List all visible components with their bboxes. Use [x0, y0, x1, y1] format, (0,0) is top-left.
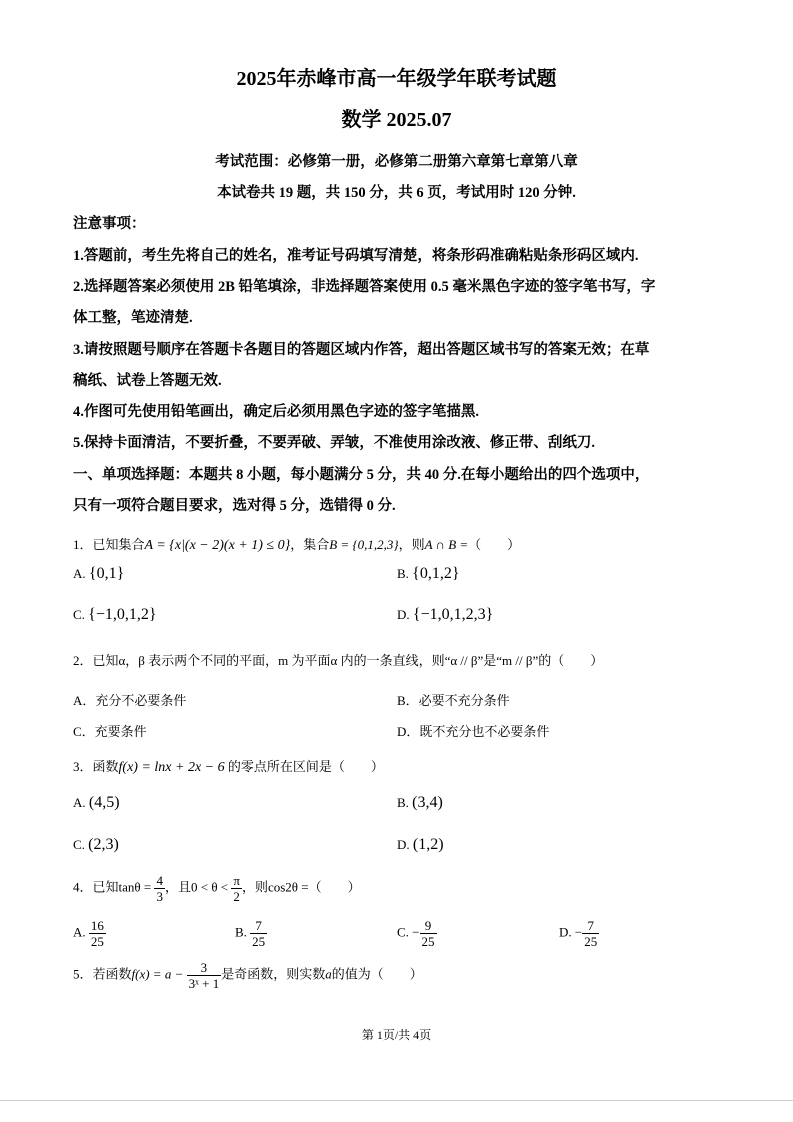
option-label: B. — [397, 566, 409, 581]
option-label: D. — [397, 837, 410, 852]
option-value: (1,2) — [412, 836, 444, 853]
option-label: A. — [73, 795, 86, 810]
option-label: B. — [397, 795, 409, 810]
fraction-denominator: 3ˣ + 1 — [188, 976, 220, 991]
option-value: {0,1} — [88, 565, 125, 582]
question-5-stem — [73, 960, 423, 991]
q1-expression: A ∩ B = — [424, 537, 469, 552]
question-1-stem — [73, 534, 520, 554]
option-label: C. — [73, 607, 85, 622]
q5-text: 5．若函数 — [73, 966, 132, 982]
question-2-stem: 2．已知α，β 表示两个不同的平面，m 为平面α 内的一条直线，则“α // β”是“m // β”的（ ） — [73, 653, 604, 668]
q4-bracket: （ ） — [308, 879, 361, 895]
exam-info: 本试卷共 19 题，共 150 分，共 6 页，考试用时 120 分钟. — [217, 185, 576, 201]
option-value: (2,3) — [88, 836, 119, 853]
q4-condition: 0 < θ < — [190, 879, 229, 895]
option-label: D. — [397, 607, 410, 622]
fraction-denominator: 25 — [584, 934, 598, 949]
q1-text: ，则 — [398, 537, 425, 552]
option-fraction — [89, 918, 106, 949]
fraction-denominator: 2 — [233, 889, 240, 904]
q1-option-d — [397, 606, 493, 624]
q1-set-a: A = {x|(x − 2)(x + 1) ≤ 0} — [144, 538, 291, 553]
q3-option-b — [397, 794, 443, 812]
q4-tan-fraction — [154, 873, 165, 904]
exam-title: 2025年赤峰市高一年级学年联考试题 — [236, 68, 557, 90]
option-label: C. — [73, 837, 85, 852]
notice-heading: 注意事项： — [73, 216, 146, 232]
option-label: C. — [397, 924, 409, 940]
notice-item: 2.选择题答案必须使用 2B 铅笔填涂，非选择题答案使用 0.5 毫米黑色字迹的签字笔书写，字 — [73, 279, 656, 295]
section-heading-cont: 只有一项符合题目要求，选对得 5 分，选错得 0 分. — [73, 498, 396, 514]
fraction-denominator: 25 — [421, 934, 435, 949]
q4-text: 4．已知 — [73, 879, 119, 895]
section-heading: 一、单项选择题：本题共 8 小题，每小题满分 5 分，共 40 分.在每小题给出的四个选项中， — [73, 467, 650, 483]
page-bottom-divider — [0, 1100, 793, 1101]
exam-scope: 考试范围：必修第一册，必修第二册第六章第七章第八章 — [215, 154, 578, 170]
question-3-stem — [73, 756, 384, 776]
notice-item: 3.请按照题号顺序在答题卡各题目的答题区域内作答，超出答题区域书写的答案无效；在草 — [73, 342, 650, 358]
q3-text: 的零点所在区间是（ ） — [227, 759, 384, 774]
option-value: (3,4) — [412, 794, 443, 811]
q3-text: 3．函数 — [73, 759, 119, 774]
q2-option-d: D．既不充分也不必要条件 — [397, 724, 550, 739]
q1-option-a — [73, 565, 124, 583]
q3-option-c — [73, 836, 119, 854]
option-fraction — [420, 918, 437, 949]
q4-option-b — [235, 918, 267, 949]
option-label: B. — [235, 924, 247, 940]
q4-option-c — [397, 918, 437, 949]
notice-item: 体工整，笔迹清楚. — [73, 310, 193, 326]
q4-text: ，且 — [164, 879, 191, 895]
option-label: D. — [559, 924, 572, 940]
q1-set-b: B = {0,1,2,3} — [329, 537, 399, 552]
option-fraction — [582, 918, 599, 949]
fraction-numerator: 16 — [90, 918, 104, 933]
q4-option-a — [73, 918, 106, 949]
fraction-denominator: 25 — [90, 934, 104, 949]
question-4-stem — [73, 873, 361, 904]
option-value: {0,1,2} — [412, 565, 460, 582]
q4-tan: tanθ = — [118, 879, 152, 895]
q1-bracket: （ ） — [468, 537, 521, 552]
q1-text: 1．已知集合 — [73, 537, 145, 552]
fraction-numerator: 4 — [156, 873, 163, 888]
q5-variable: a — [325, 966, 332, 982]
q2-option-b: B．必要不充分条件 — [397, 693, 510, 708]
option-fraction — [250, 918, 267, 949]
q5-text: 是奇函数，则实数 — [221, 966, 326, 982]
fraction-denominator: 3 — [156, 889, 163, 904]
q1-option-c — [73, 606, 157, 624]
q4-cos: cos2θ = — [267, 879, 309, 895]
exam-subtitle: 数学 2025.07 — [341, 109, 452, 131]
fraction-numerator: 9 — [420, 918, 437, 934]
fraction-numerator: 7 — [250, 918, 267, 934]
q1-text: ，集合 — [290, 537, 330, 552]
minus-sign: − — [574, 924, 583, 940]
fraction-numerator: π — [233, 873, 240, 888]
q4-pi-fraction — [231, 873, 242, 904]
q3-function: f(x) = lnx + 2x − 6 — [118, 760, 225, 775]
option-value: {−1,0,1,2} — [88, 606, 157, 623]
q4-text: ，则 — [241, 879, 268, 895]
q3-option-d — [397, 836, 444, 854]
option-label: A. — [73, 924, 86, 940]
q1-option-b — [397, 565, 460, 583]
q2-option-a: A．充分不必要条件 — [73, 693, 187, 708]
q4-option-d — [559, 918, 599, 949]
page-number: 第 1页/共 4页 — [361, 1028, 432, 1042]
q3-option-a — [73, 794, 120, 812]
option-value: {−1,0,1,2,3} — [412, 606, 494, 623]
notice-item: 5.保持卡面清洁，不要折叠，不要弄破、弄皱，不准使用涂改液、修正带、刮纸刀. — [73, 435, 595, 451]
q5-text: 的值为（ ） — [331, 966, 423, 982]
q2-option-c: C．充要条件 — [73, 724, 147, 739]
option-value: (4,5) — [88, 794, 120, 811]
fraction-numerator: 3 — [187, 960, 222, 976]
option-label: A. — [73, 566, 86, 581]
q5-function: f(x) = a − — [131, 966, 184, 982]
fraction-denominator: 25 — [252, 934, 266, 949]
fraction-numerator: 7 — [582, 918, 599, 934]
q5-fraction — [187, 960, 222, 991]
notice-item: 4.作图可先使用铅笔画出，确定后必须用黑色字迹的签字笔描黑. — [73, 404, 479, 420]
notice-item: 稿纸、试卷上答题无效. — [73, 373, 222, 389]
notice-item: 1.答题前，考生先将自己的姓名，准考证号码填写清楚，将条形码准确粘贴条形码区域内. — [73, 248, 639, 264]
minus-sign: − — [412, 924, 420, 940]
